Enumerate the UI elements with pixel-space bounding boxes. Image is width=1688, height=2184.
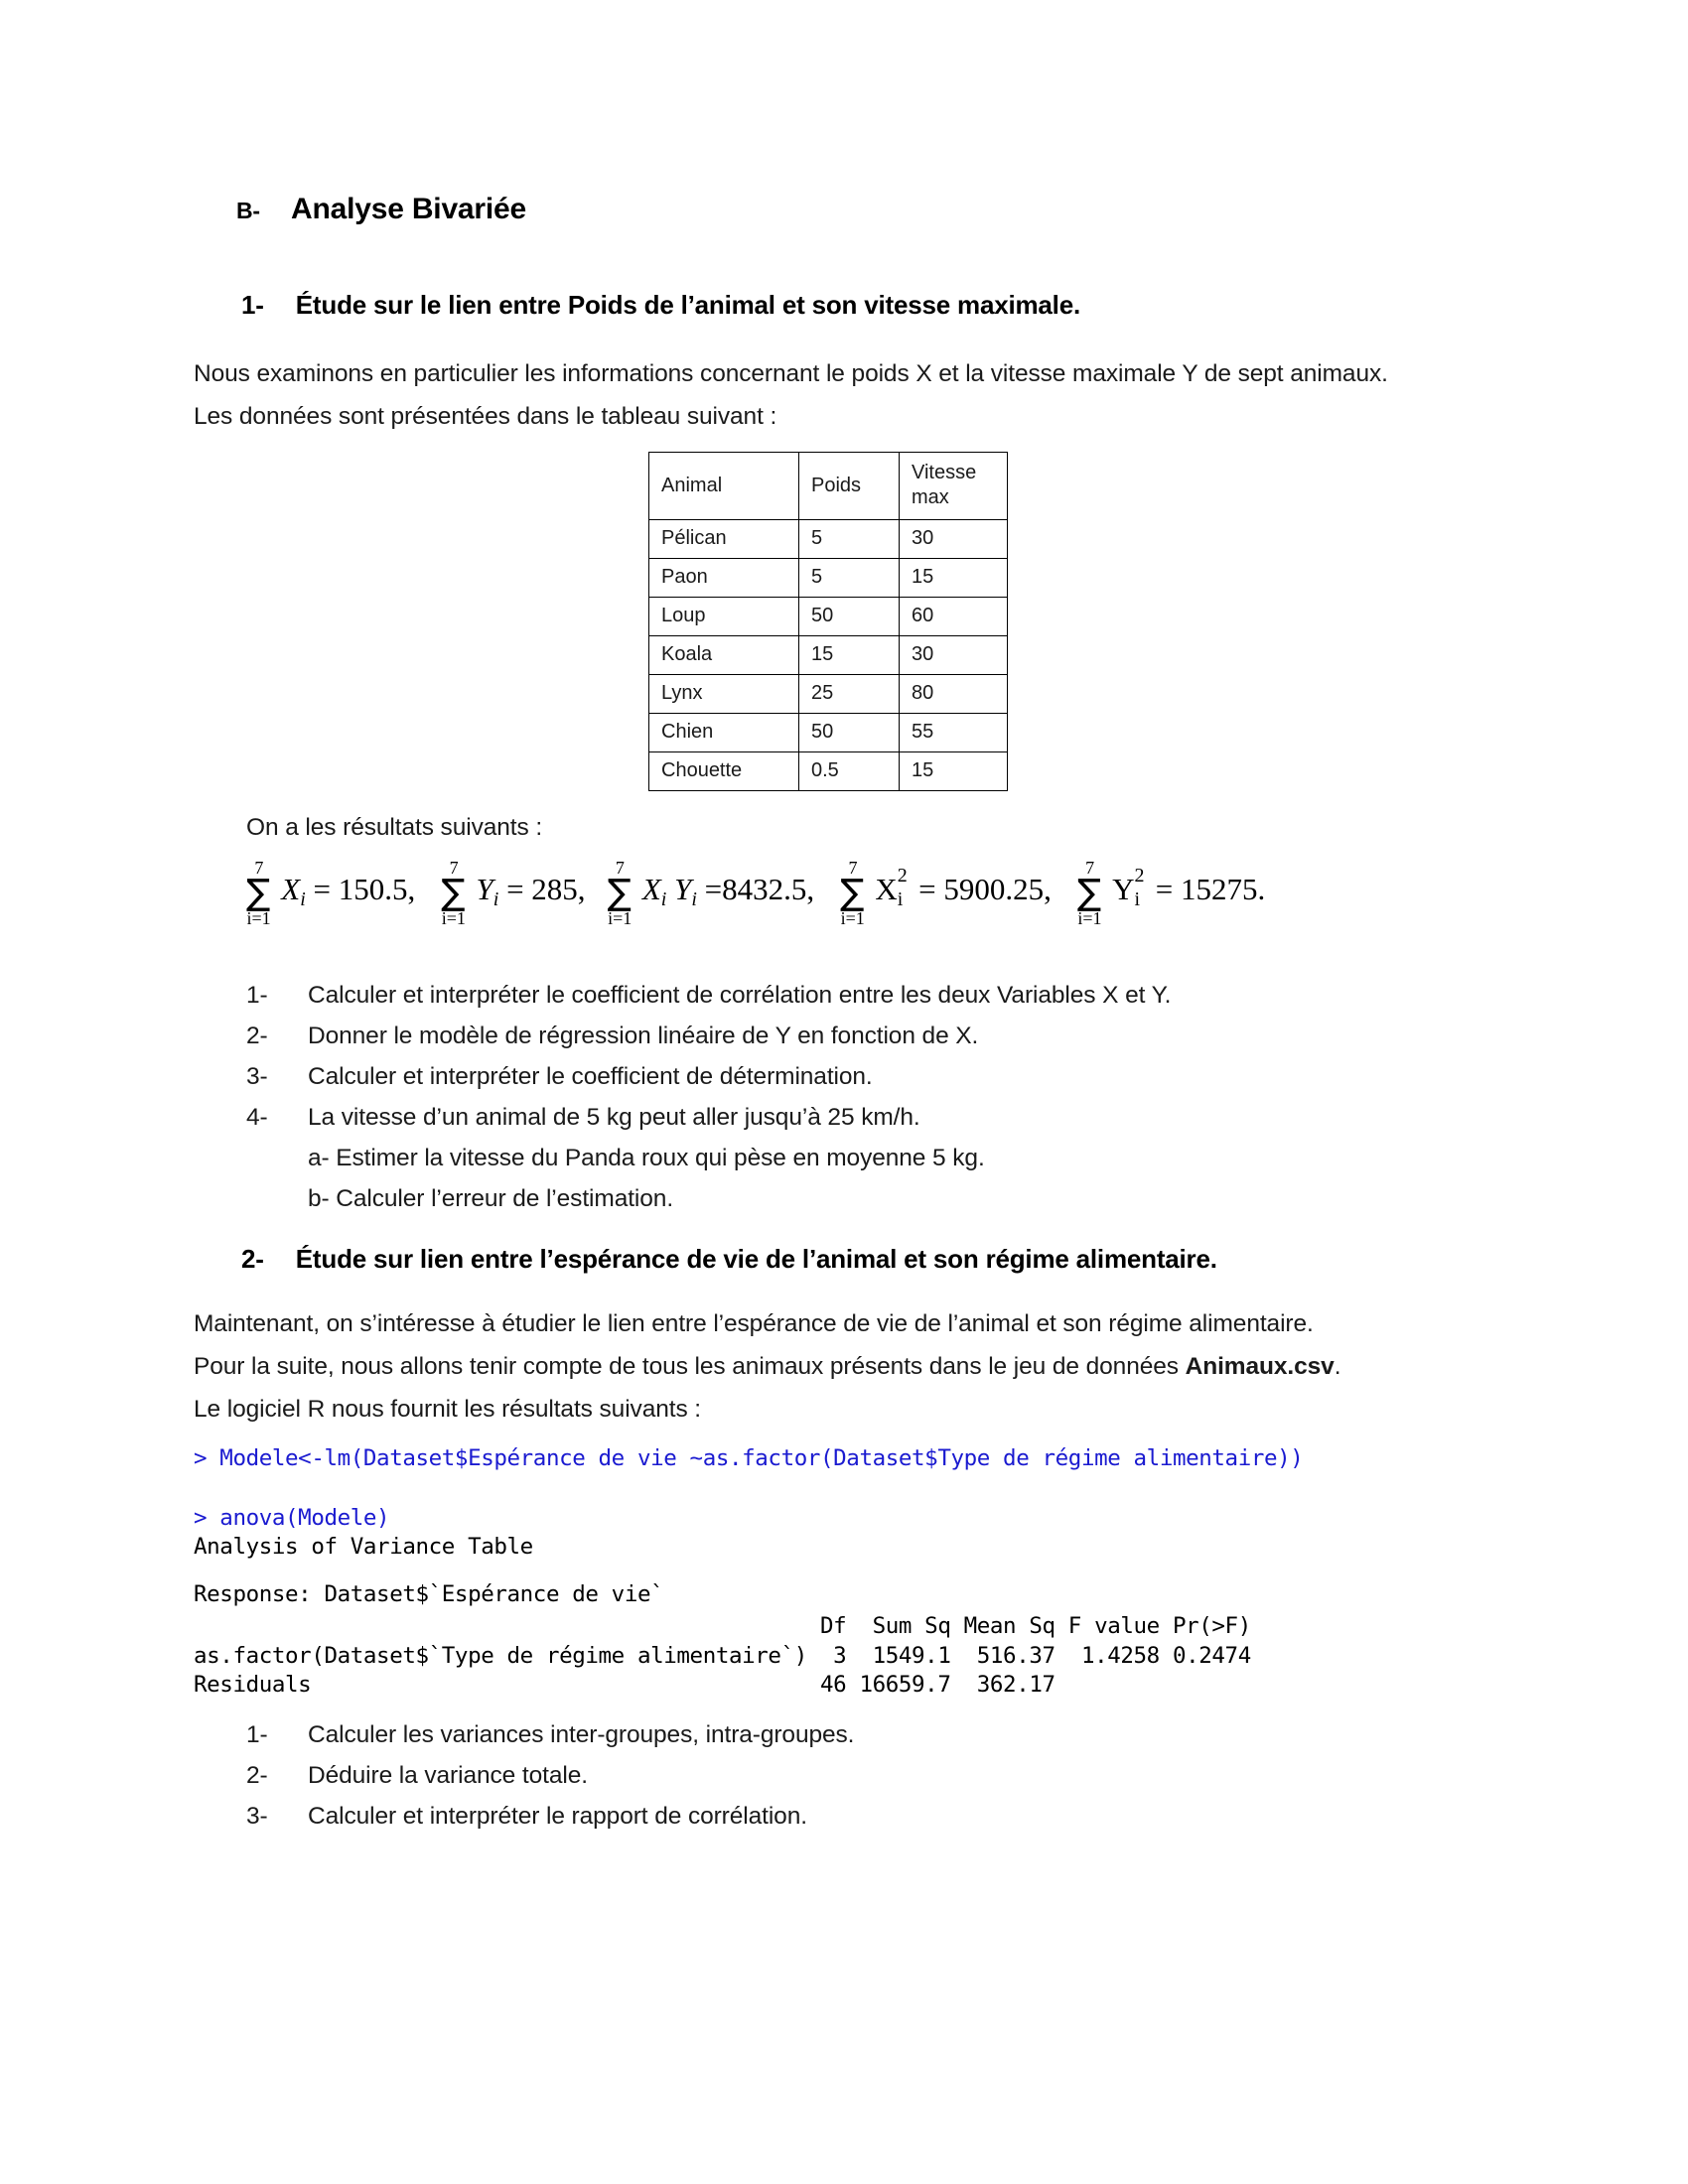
cell-vitesse: 15 xyxy=(900,752,1008,791)
cell-animal: Loup xyxy=(649,598,799,636)
summation-symbol-2: ∑ 7 i=1 xyxy=(441,858,466,928)
table-row xyxy=(649,752,1008,791)
cell-vitesse: 55 xyxy=(900,714,1008,752)
sum-formula-line: ∑ 7 i=1 $X_i = 150.5$, ∑ 7 i=1 $Y_i = 285$, ∑ 7 i=1 $X_i$ $Y_i =8432.5$, ∑ 7 i=1 Xi 2 = 5900.25, ∑ 7 i=1 Yi 2 = 15275. xyxy=(246,858,1266,928)
header-animal: Animal xyxy=(649,453,799,520)
sub-list-item-a: a- Estimer la vitesse du Panda roux qui pèse en moyenne 5 kg. xyxy=(308,1145,985,1171)
cell-poids: 50 xyxy=(799,714,900,752)
part1-heading xyxy=(241,290,1080,321)
part2-paragraph-line1: Maintenant, on s’intéresse à étudier le lien entre l’espérance de vie de l’animal et son régime alimentaire. xyxy=(194,1310,1314,1337)
list-item xyxy=(246,1056,1171,1097)
section-b-marker: B- xyxy=(236,198,260,223)
results-lead-text: On a les résultats suivants : xyxy=(246,814,543,841)
cell-animal: Koala xyxy=(649,636,799,675)
summation-symbol-1: ∑ 7 i=1 xyxy=(246,858,271,928)
item-text: Calculer les variances inter-groupes, intra-groupes. xyxy=(308,1721,855,1748)
r-output-title: Analysis of Variance Table xyxy=(194,1534,533,1560)
cell-animal: Chouette xyxy=(649,752,799,791)
list-item xyxy=(246,1097,1171,1138)
cell-animal: Lynx xyxy=(649,675,799,714)
cell-animal: Pélican xyxy=(649,520,799,559)
item-text: Calculer et interpréter le coefficient de corrélation entre les deux Variables X et Y. xyxy=(308,982,1172,1009)
list-item xyxy=(246,1755,854,1796)
part2-line2-pre: Pour la suite, nous allons tenir compte de tous les animaux présents dans le jeu de données xyxy=(194,1353,1186,1380)
sub-list-item-b: b- Calculer l’erreur de l’estimation. xyxy=(308,1185,674,1212)
list-item xyxy=(246,1714,854,1755)
part2-paragraph-line2 xyxy=(194,1353,1340,1381)
table-row xyxy=(649,598,1008,636)
summation-symbol-5: ∑ 7 i=1 xyxy=(1076,858,1102,928)
cell-poids: 0.5 xyxy=(799,752,900,791)
anova-table-row-factor: as.factor(Dataset$`Type de régime alimentaire`) 3 1549.1 516.37 1.4258 0.2474 xyxy=(194,1643,1251,1669)
cell-poids: 5 xyxy=(799,559,900,598)
header-vitesse-max xyxy=(900,453,1008,520)
animal-data-table xyxy=(648,452,1008,791)
item-number: 1- xyxy=(246,982,268,1009)
part1-intro-paragraph: Nous examinons en particulier les informations concernant le poids X et la vitesse maximale Y de sept animaux. Les données sont présentées dans le tableau suivant : xyxy=(194,360,1388,430)
list-item xyxy=(246,1796,854,1837)
cell-poids: 50 xyxy=(799,598,900,636)
table-head xyxy=(649,453,1008,520)
dataset-filename: Animaux.csv xyxy=(1185,1353,1335,1380)
part2-heading xyxy=(241,1244,1217,1275)
item-number: 1- xyxy=(246,1721,268,1748)
header-poids: Poids xyxy=(799,453,900,520)
cell-animal: Paon xyxy=(649,559,799,598)
cell-poids: 25 xyxy=(799,675,900,714)
cell-vitesse: 30 xyxy=(900,636,1008,675)
item-text: La vitesse d’un animal de 5 kg peut aller jusqu’à 25 km/h. xyxy=(308,1104,920,1131)
item-number: 4- xyxy=(246,1104,268,1131)
cell-poids: 15 xyxy=(799,636,900,675)
item-number: 2- xyxy=(246,1762,268,1789)
table-header-row xyxy=(649,453,1008,520)
part1-title: Étude sur le lien entre Poids de l’animal et son vitesse maximale. xyxy=(295,290,1080,320)
table-row xyxy=(649,714,1008,752)
anova-table-row-residuals: Residuals 46 16659.7 362.17 xyxy=(194,1672,1055,1698)
anova-table-header-row: Df Sum Sq Mean Sq F value Pr(>F) xyxy=(194,1613,1251,1639)
cell-vitesse: 60 xyxy=(900,598,1008,636)
r-output-response: Response: Dataset$`Espérance de vie` xyxy=(194,1581,664,1607)
item-number: 2- xyxy=(246,1023,268,1049)
table-row xyxy=(649,520,1008,559)
part2-paragraph-line3: Le logiciel R nous fournit les résultats suivants : xyxy=(194,1396,702,1423)
section-b-title: Analyse Bivariée xyxy=(291,193,526,225)
table-row xyxy=(649,675,1008,714)
header-vitesse-line2: max xyxy=(912,486,949,508)
table-body xyxy=(649,520,1008,791)
item-number: 3- xyxy=(246,1803,268,1830)
item-number: 3- xyxy=(246,1063,268,1090)
table-row xyxy=(649,636,1008,675)
r-code-model-line: > Modele<-lm(Dataset$Espérance de vie ~as.factor(Dataset$Type de régime alimentaire)) xyxy=(194,1445,1304,1471)
item-text: Calculer et interpréter le rapport de corrélation. xyxy=(308,1803,807,1830)
section-heading-b xyxy=(236,193,526,226)
part2-marker: 2- xyxy=(241,1244,264,1274)
part2-title: Étude sur lien entre l’espérance de vie de l’animal et son régime alimentaire. xyxy=(295,1244,1217,1274)
list-item xyxy=(246,975,1171,1016)
part1-marker: 1- xyxy=(241,290,264,320)
cell-vitesse: 80 xyxy=(900,675,1008,714)
cell-animal: Chien xyxy=(649,714,799,752)
list-item xyxy=(246,1016,1171,1056)
part1-question-list xyxy=(246,975,1171,1219)
item-text: Calculer et interpréter le coefficient de détermination. xyxy=(308,1063,873,1090)
cell-vitesse: 15 xyxy=(900,559,1008,598)
header-vitesse-line1: Vitesse xyxy=(912,462,977,483)
summation-symbol-3: ∑ 7 i=1 xyxy=(607,858,633,928)
part2-line2-post: . xyxy=(1334,1353,1341,1380)
cell-poids: 5 xyxy=(799,520,900,559)
part2-question-list xyxy=(246,1714,854,1837)
cell-vitesse: 30 xyxy=(900,520,1008,559)
item-text: Déduire la variance totale. xyxy=(308,1762,588,1789)
summation-symbol-4: ∑ 7 i=1 xyxy=(840,858,865,928)
table-row xyxy=(649,559,1008,598)
r-code-anova-line: > anova(Modele) xyxy=(194,1505,390,1531)
item-text: Donner le modèle de régression linéaire de Y en fonction de X. xyxy=(308,1023,979,1049)
